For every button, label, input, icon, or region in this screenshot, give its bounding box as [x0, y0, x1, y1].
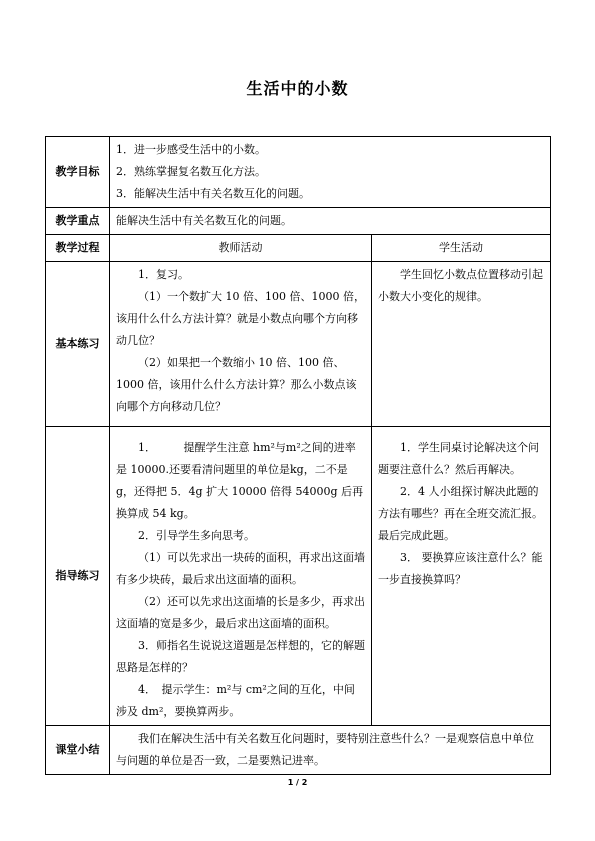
student-activity-header: 学生活动: [372, 235, 551, 262]
page-title: 生活中的小数: [246, 79, 349, 98]
summary-text: 我们在解决生活中有关名数互化问题时，要特别注意些什么？一是观察信息中单位与问题的单位是否一致，二是要熟记进率。: [116, 732, 534, 767]
process-label: 教学过程: [46, 235, 110, 262]
focus-row: [46, 208, 551, 235]
guided-student-activity: [372, 427, 551, 726]
goals-label: 教学目标: [46, 137, 110, 208]
teacher-paragraph: （2）还可以先求出这面墙的长是多少，再求出这面墙的宽是多少，最后求出这面墙的面积。: [116, 595, 365, 630]
teacher-paragraph: 1． 提醒学生注意 hm²与m²之间的进率是 10000.还要看清问题里的单位是kg，二不是 g，还得把 5．4g 扩大 10000 倍得 54000g 后再换算成 54 kg。: [116, 441, 364, 520]
teacher-paragraph: 2．引导学生多向思考。: [138, 529, 255, 542]
focus-label: 教学重点: [46, 208, 110, 235]
summary-label: 课堂小结: [46, 726, 110, 775]
teacher-paragraph: 1．复习。: [138, 268, 189, 281]
summary-content: [110, 726, 551, 775]
basic-student-activity: [372, 262, 551, 427]
teacher-paragraph: （1）一个数扩大 10 倍、100 倍、1000 倍，该用什么什么方法计算？就是小数点向哪个方向移动几位？: [116, 290, 365, 347]
teacher-paragraph: （1）可以先求出一块砖的面积，再求出这面墙有多少块砖，最后求出这面墙的面积。: [116, 551, 365, 586]
student-paragraph: 1．学生同桌讨论解决这个问题要注意什么？然后再解决。: [378, 441, 539, 476]
lesson-plan-table: [45, 136, 551, 775]
guided-practice-label: 指导练习: [46, 427, 110, 726]
teacher-paragraph: 3．师指名生说说这道题是怎样想的，它的解题思路是怎样的？: [116, 639, 365, 674]
focus-content: 能解决生活中有关名数互化的问题。: [110, 208, 551, 235]
goal-item: 1．进一步感受生活中的小数。: [116, 143, 266, 156]
goal-item: 3．能解决生活中有关名数互化的问题。: [116, 187, 310, 200]
guided-teacher-activity: [110, 427, 372, 726]
basic-practice-label: 基本练习: [46, 262, 110, 427]
student-paragraph: 2．4 人小组探讨解决此题的方法有哪些？再在全班交流汇报。最后完成此题。: [378, 485, 543, 542]
teacher-paragraph: 4． 提示学生：m²与 cm²之间的互化，中间涉及 dm²，要换算两步。: [116, 683, 355, 718]
teacher-activity-header: 教师活动: [110, 235, 372, 262]
student-paragraph: 3． 要换算应该注意什么？能一步直接换算吗？: [378, 551, 543, 586]
goal-item: 2．熟练掌握复名数互化方法。: [116, 165, 266, 178]
guided-practice-row: [46, 427, 551, 726]
teacher-paragraph: （2）如果把一个数缩小 10 倍、100 倍、1000 倍，该用什么什么方法计算？那么小数点该向哪个方向移动几位？: [116, 356, 357, 413]
goals-row: [46, 137, 551, 208]
goals-content: [110, 137, 551, 208]
process-header-row: [46, 235, 551, 262]
student-paragraph: 学生回忆小数点位置移动引起小数大小变化的规律。: [378, 268, 543, 303]
page-number: 1 / 2: [287, 778, 308, 787]
summary-row: [46, 726, 551, 775]
basic-practice-row: [46, 262, 551, 427]
basic-teacher-activity: [110, 262, 372, 427]
